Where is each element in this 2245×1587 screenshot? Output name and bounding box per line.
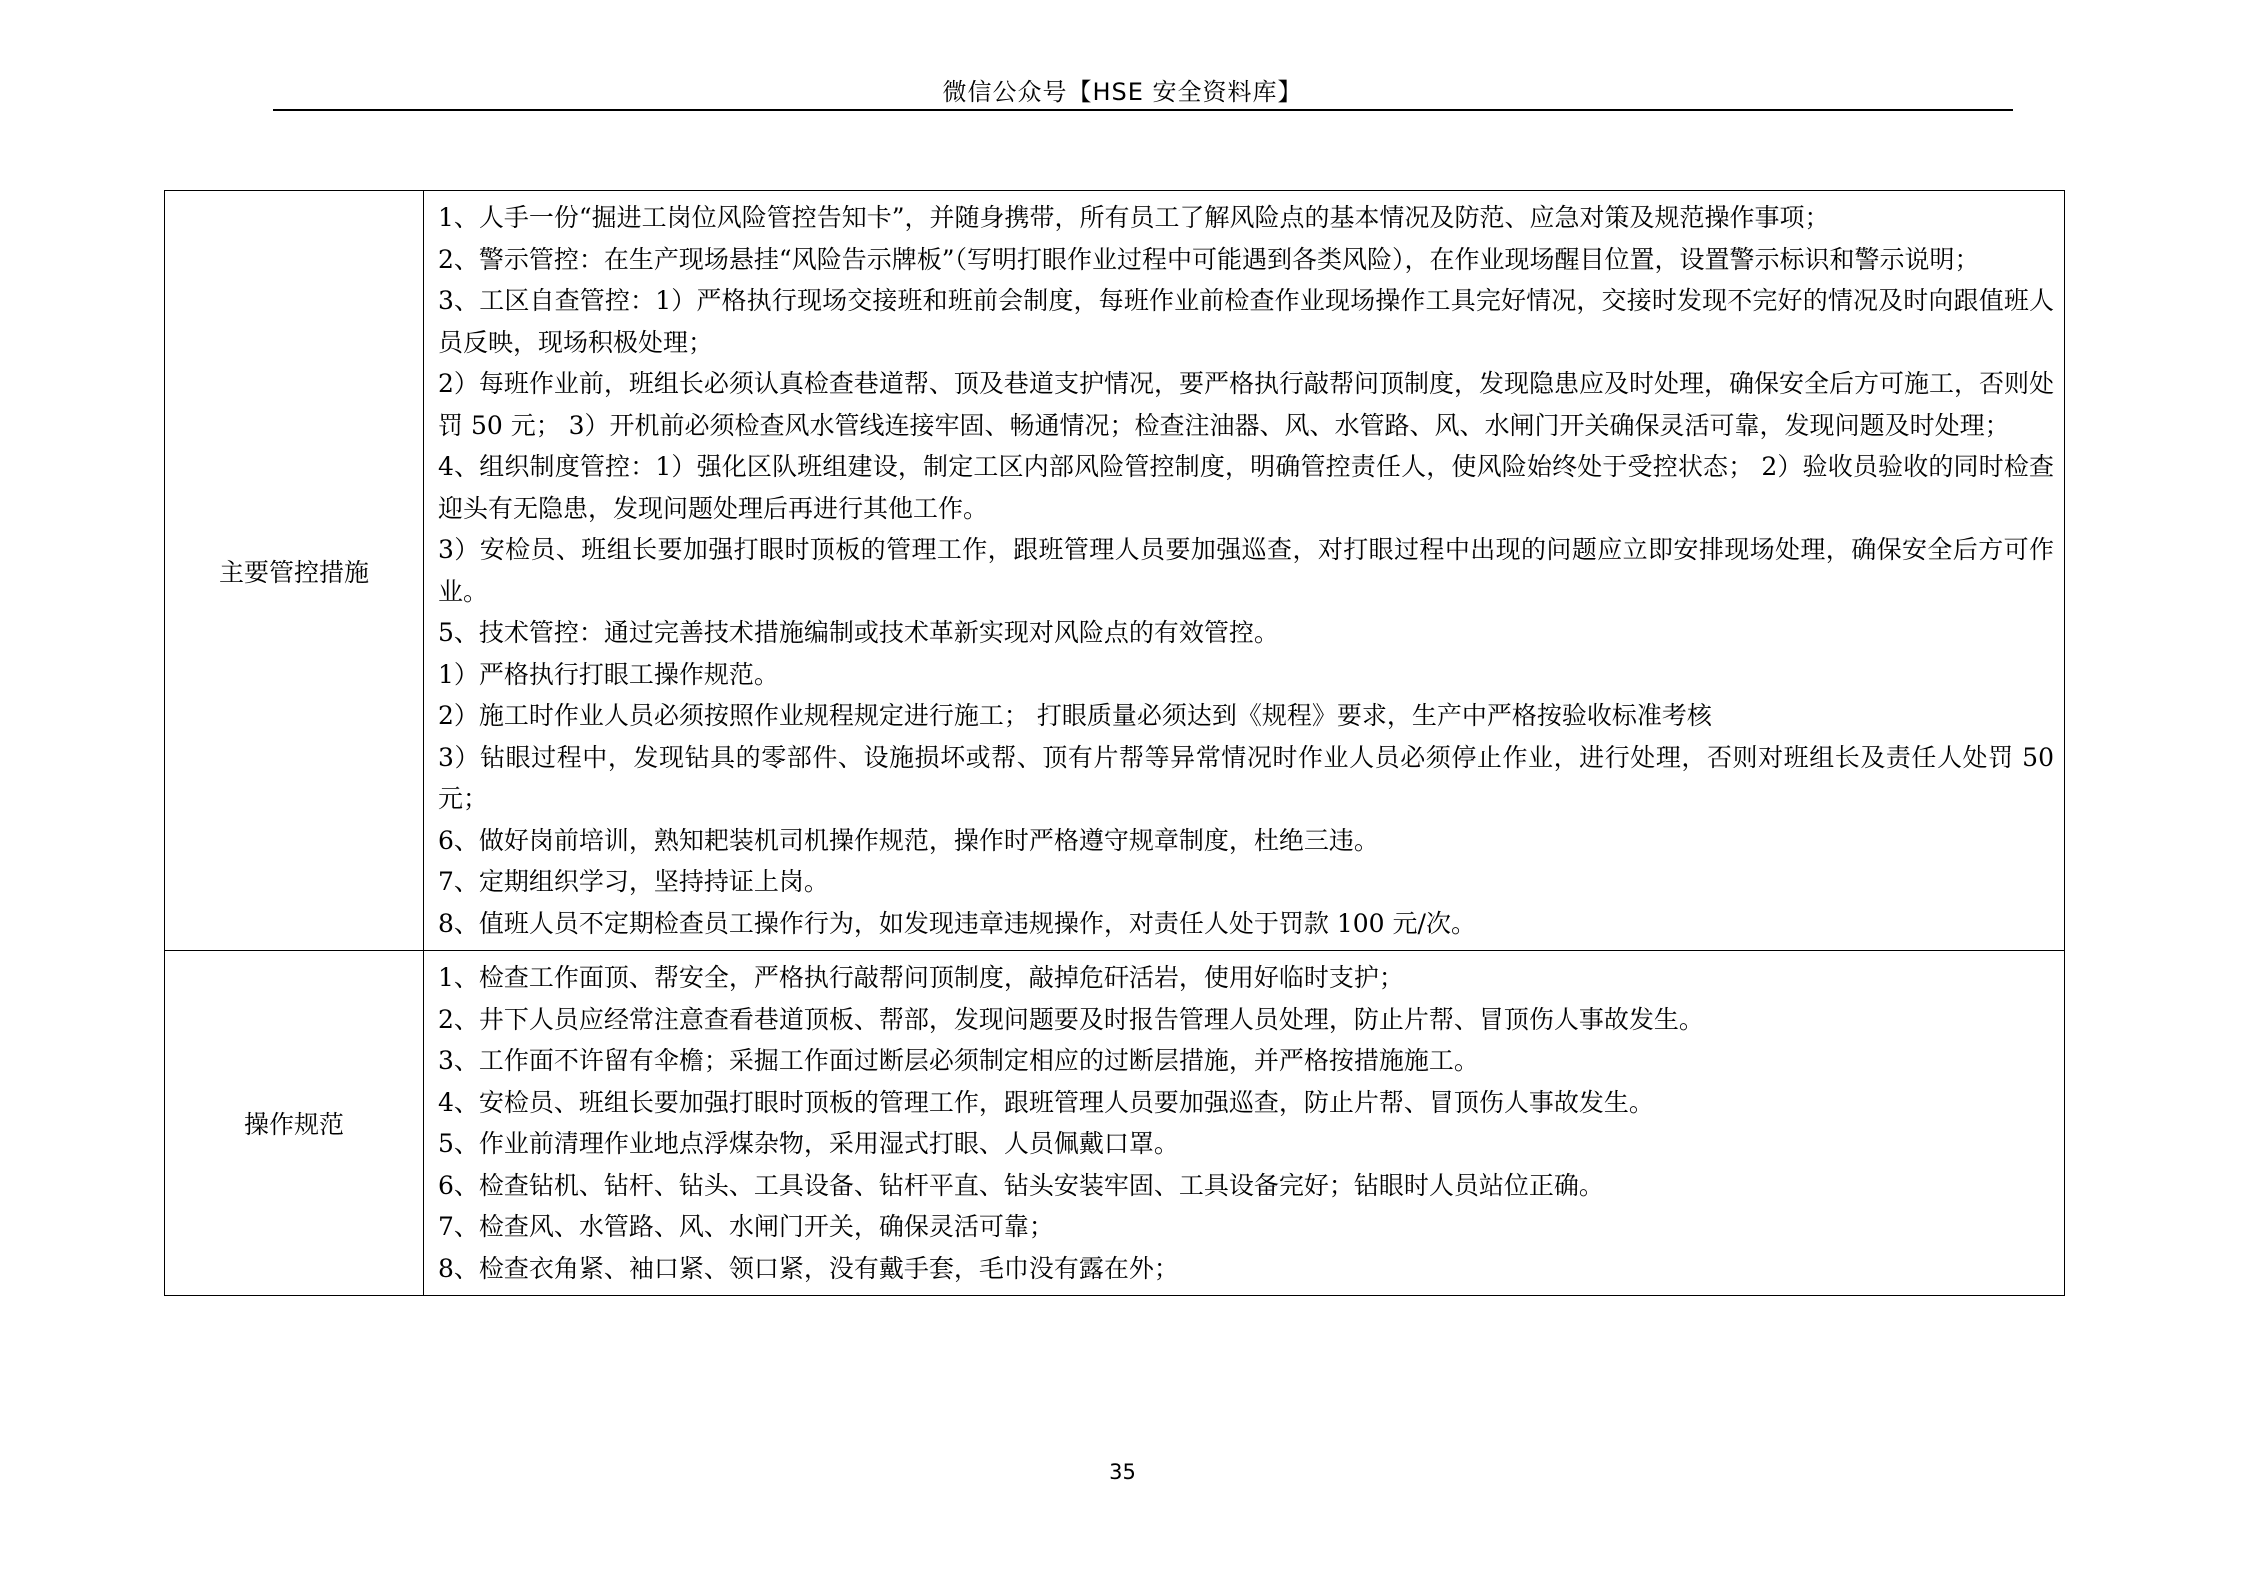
table-row-control-measures — [165, 191, 2065, 951]
list-item: 3）安检员、班组长要加强打眼时顶板的管理工作，跟班管理人员要加强巡查，对打眼过程中出现的问题应立即安排现场处理，确保安全后方可作业。 — [438, 535, 2054, 606]
list-item: 8、值班人员不定期检查员工操作行为，如发现违章违规操作，对责任人处于罚款 100 元/次。 — [438, 908, 1476, 938]
table-row-operating-standards — [165, 951, 2065, 1296]
list-item: 6、做好岗前培训，熟知耙装机司机操作规范，操作时严格遵守规章制度，杜绝三违。 — [438, 825, 1379, 855]
list-item: 1、检查工作面顶、帮安全，严格执行敲帮问顶制度，敲掉危矸活岩，使用好临时支护； — [438, 963, 1404, 992]
list-item: 5、作业前清理作业地点浮煤杂物，采用湿式打眼、人员佩戴口罩。 — [438, 1129, 1179, 1158]
list-item: 4、组织制度管控：1）强化区队班组建设，制定工区内部风险管控制度，明确管控责任人，使风险始终处于受控状态； 2）验收员验收的同时检查迎头有无隐患，发现问题处理后再进行其他工作。 — [438, 452, 2054, 523]
list-item: 1）严格执行打眼工操作规范。 — [438, 659, 779, 689]
list-item: 3）钻眼过程中，发现钻具的零部件、设施损坏或帮、顶有片帮等异常情况时作业人员必须停止作业，进行处理，否则对班组长及责任人处罚 50 元； — [438, 742, 2054, 813]
row-label-control-measures: 主要管控措施 — [165, 191, 424, 951]
list-item: 2）每班作业前，班组长必须认真检查巷道帮、顶及巷道支护情况，要严格执行敲帮问顶制度，发现隐患应及时处理，确保安全后方可施工，否则处罚 50 元； 3）开机前必须检查风水管线连接牢固、畅通情况；检查注油器、风、水管路、风、水闸门开关确保灵活可靠，发现问题及时处理； — [438, 369, 2054, 440]
row-content-control-measures — [424, 191, 2065, 951]
list-item: 5、技术管控：通过完善技术措施编制或技术革新实现对风险点的有效管控。 — [438, 618, 1279, 647]
list-item: 8、检查衣角紧、袖口紧、领口紧，没有戴手套，毛巾没有露在外； — [438, 1253, 1179, 1283]
list-item: 3、工作面不许留有伞檐；采掘工作面过断层必须制定相应的过断层措施，并严格按措施施工。 — [438, 1046, 1479, 1075]
list-item: 7、检查风、水管路、风、水闸门开关，确保灵活可靠； — [438, 1212, 1054, 1241]
content-table — [164, 190, 2065, 1296]
list-item: 3、工区自查管控：1）严格执行现场交接班和班前会制度，每班作业前检查作业现场操作工具完好情况，交接时发现不完好的情况及时向跟值班人员反映，现场积极处理； — [438, 286, 2054, 357]
list-item: 7、定期组织学习，坚持持证上岗。 — [438, 867, 829, 896]
list-item: 1、人手一份“掘进工岗位风险管控告知卡”，并随身携带，所有员工了解风险点的基本情况及防范、应急对策及规范操作事项； — [438, 203, 1830, 232]
page-number: 35 — [1109, 1460, 1136, 1484]
list-item: 2、井下人员应经常注意查看巷道顶板、帮部，发现问题要及时报告管理人员处理，防止片帮、冒顶伤人事故发生。 — [438, 1004, 1704, 1034]
row-content-operating-standards — [424, 951, 2065, 1296]
row-label-operating-standards: 操作规范 — [165, 951, 424, 1296]
header-divider — [273, 109, 2013, 111]
list-item: 2、警示管控：在生产现场悬挂“风险告示牌板”（写明打眼作业过程中可能遇到各类风险），在作业现场醒目位置，设置警示标识和警示说明； — [438, 244, 1980, 274]
list-item: 2）施工时作业人员必须按照作业规程规定进行施工； 打眼质量必须达到《规程》要求，生产中严格按验收标准考核 — [438, 701, 1712, 730]
page-header-title: 微信公众号【HSE 安全资料库】 — [942, 78, 1303, 106]
list-item: 4、安检员、班组长要加强打眼时顶板的管理工作，跟班管理人员要加强巡查，防止片帮、冒顶伤人事故发生。 — [438, 1087, 1654, 1117]
list-item: 6、检查钻机、钻杆、钻头、工具设备、钻杆平直、钻头安装牢固、工具设备完好；钻眼时人员站位正确。 — [438, 1170, 1604, 1200]
